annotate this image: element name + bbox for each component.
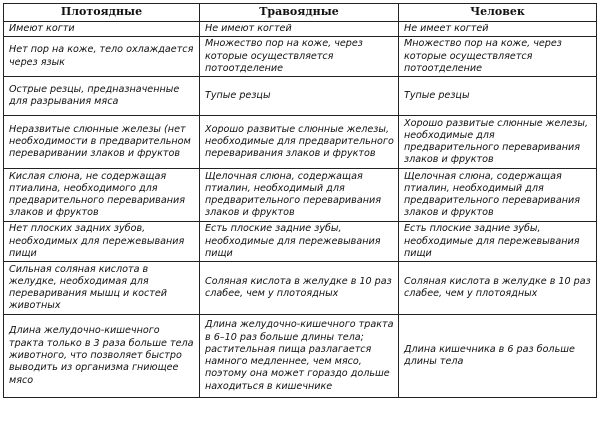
- cell-carnivores: Острые резцы, предназначенные для разрывания мяса: [4, 77, 200, 116]
- header-human: Человек: [399, 4, 597, 22]
- cell-human: Соляная кислота в желудке в 10 раз слабее, чем у плотоядных: [399, 262, 597, 315]
- table-row: [4, 37, 597, 77]
- cell-human: Множество пор на коже, через которые осуществляется потоотделение: [399, 37, 597, 77]
- cell-carnivores: Сильная соляная кислота в желудке, необходимая для переваривания мышц и костей животных: [4, 262, 200, 315]
- cell-herbivores: Хорошо развитые слюнные железы, необходимые для предварительного переваривания злаков и фруктов: [200, 116, 399, 169]
- cell-herbivores: Тупые резцы: [200, 77, 399, 116]
- table-row: [4, 116, 597, 169]
- cell-herbivores: Не имеют когтей: [200, 22, 399, 37]
- comparison-table-wrapper: [3, 3, 596, 398]
- cell-carnivores: Кислая слюна, не содержащая птиалина, необходимого для предварительного переваривания злаков и фруктов: [4, 169, 200, 222]
- cell-human: Хорошо развитые слюнные железы, необходимые для предварительного переваривания злаков и фруктов: [399, 116, 597, 169]
- cell-human: Не имеет когтей: [399, 22, 597, 37]
- cell-carnivores: Нет плоских задних зубов, необходимых для пережевывания пищи: [4, 222, 200, 262]
- table-row: [4, 77, 597, 116]
- cell-herbivores: Соляная кислота в желудке в 10 раз слабее, чем у плотоядных: [200, 262, 399, 315]
- table-row: [4, 22, 597, 37]
- cell-carnivores: Нет пор на коже, тело охлаждается через язык: [4, 37, 200, 77]
- table-row: [4, 169, 597, 222]
- header-herbivores: Травоядные: [200, 4, 399, 22]
- comparison-table: [3, 3, 597, 398]
- cell-herbivores: Есть плоские задние зубы, необходимые для пережевывания пищи: [200, 222, 399, 262]
- table-header: [4, 4, 597, 22]
- cell-herbivores: Длина желудочно-кишечного тракта в 6–10 раз больше длины тела; растительная пища разлагается намного медленнее, чем мясо, поэтому она может гораздо дольше находиться в кишечнике: [200, 315, 399, 398]
- table-row: [4, 315, 597, 398]
- cell-carnivores: Неразвитые слюнные железы (нет необходимости в предварительном переваривании злаков и фруктов: [4, 116, 200, 169]
- cell-herbivores: Множество пор на коже, через которые осуществляется потоотделение: [200, 37, 399, 77]
- cell-human: Щелочная слюна, содержащая птиалин, необходимый для предварительного переваривания злаков и фруктов: [399, 169, 597, 222]
- cell-herbivores: Щелочная слюна, содержащая птиалин, необходимый для предварительного переваривания злаков и фруктов: [200, 169, 399, 222]
- cell-carnivores: Имеют когти: [4, 22, 200, 37]
- cell-human: Длина кишечника в 6 раз больше длины тела: [399, 315, 597, 398]
- cell-human: Есть плоские задние зубы, необходимые для пережевывания пищи: [399, 222, 597, 262]
- table-row: [4, 222, 597, 262]
- cell-human: Тупые резцы: [399, 77, 597, 116]
- header-carnivores: Плотоядные: [4, 4, 200, 22]
- header-row: [4, 4, 597, 22]
- table-body: [4, 22, 597, 398]
- cell-carnivores: Длина желудочно-кишечного тракта только в 3 раза больше тела животного, что позволяет быстро выводить из организма гниющее мясо: [4, 315, 200, 398]
- table-row: [4, 262, 597, 315]
